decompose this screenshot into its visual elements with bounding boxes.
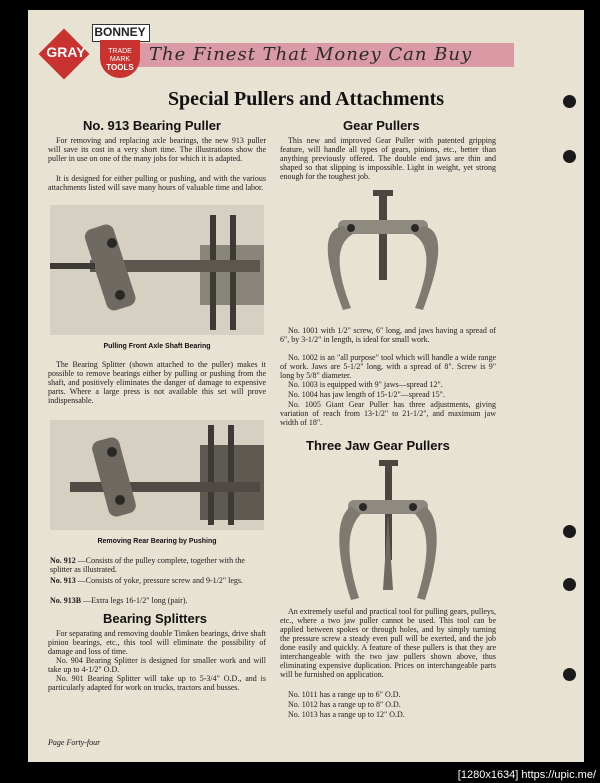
splitter-paragraph: The Bearing Splitter (shown attached to the puller) makes it possible to remove bearings either by pulling or pushing from the shaft, and positively eliminates the danger of damage to expensive parts. Where a large press is not available this set will prove indispensable. [48, 360, 266, 405]
three-jaw-1012: No. 1012 has a range up to 8" O.D. [288, 700, 401, 709]
intro-paragraph: For removing and replacing axle bearings, the new 913 puller will save its cost in a very short time. The illustrations show the puller in use on one of the many jobs for which it is adapted. [48, 136, 266, 163]
gear-intro: This new and improved Gear Puller with patented gripping feature, will handle all types of gears, pinions, etc., better than anything previously offered. The double end jaws are thin and shaped so that slipping is impossible. Light in weight, yet strong enough for the toughest job. [280, 136, 496, 181]
photo-caption-1: Pulling Front Axle Shaft Bearing [103, 343, 211, 350]
watermark: [1280x1634] https://upic.me/ [457, 769, 596, 781]
binder-hole [563, 668, 576, 681]
gear-1004: No. 1004 has jaw length of 15-1/2"—spread 15". [288, 390, 445, 399]
section-heading-913: No. 913 Bearing Puller [83, 118, 221, 133]
gear-1002: No. 1002 is an "all purpose" tool which will handle a wide range of work. Jaws are 5-1/2" long, with a spread of 8". Screw is 9" long by 5/8" diameter. [280, 353, 496, 380]
page-title: Special Pullers and Attachments [167, 88, 445, 110]
splitter-901: No. 901 Bearing Splitter will take up to 5-3/4" O.D., and is particularly adapted for work on trucks, tractors and busses. [48, 674, 266, 692]
puller-photo-2 [50, 420, 264, 530]
gear-1001: No. 1001 with 1/2" screw, 6" long, and jaws having a spread of 6", by 3-1/2" in length, is ideal for small work. [280, 326, 496, 344]
three-jaw-paragraph: An extremely useful and practical tool for pulling gears, pulleys, etc., where a two jaw puller cannot be used. This tool can be applied between spokes or through holes, and by simply turning the pressure screw a steady even pull will be exerted, and the job done easily and quickly. A feature of these pullers is that they are interchangeable with the two jaw pullers shown above, thus eliminating expensive duplication. Prices on interchangeable parts will be furnished on application. [280, 607, 496, 679]
bearing-puller-pulling-illustration [50, 205, 264, 335]
gear-1003: No. 1003 is equipped with 9" jaws—spread 12". [288, 380, 443, 389]
photo-caption-2: Removing Rear Bearing by Pushing [97, 538, 217, 545]
splitters-paragraph: For separating and removing double Timken bearings, drive shaft pinion bearings, etc., this tool will eliminate the possibility of damage and loss of time. [48, 629, 266, 656]
intro-paragraph-2: It is designed for either pulling or pushing, and with the various attachments listed will save many hours of valuable time and labor. [48, 174, 266, 192]
slogan: The Finest That Money Can Buy [149, 44, 473, 65]
two-jaw-gear-puller-illustration [323, 190, 443, 320]
page-number: Page Forty-four [48, 738, 101, 747]
section-heading-gear: Gear Pullers [343, 118, 420, 133]
brand-banner [44, 25, 494, 80]
bearing-puller-pushing-illustration [50, 420, 264, 530]
bonney-logo-text: BONNEY [94, 25, 146, 39]
gear-1005: No. 1005 Giant Gear Puller has three adjustments, giving variation of reach from 13-1/2" to 21-1/2", and maximum jaw width of 18". [280, 400, 496, 427]
three-jaw-1013: No. 1013 has a range up to 12" O.D. [288, 710, 405, 719]
puller-photo-1 [50, 205, 264, 335]
list-item: No. 912 —Consists of the pulley complete, together with the splitter as illustrated. [50, 556, 245, 574]
section-heading-splitters: Bearing Splitters [103, 611, 208, 626]
shield-text: TRADE MARK TOOLS [106, 48, 134, 72]
binder-hole [563, 578, 576, 591]
binder-hole [563, 525, 576, 538]
section-heading-three-jaw: Three Jaw Gear Pullers [306, 438, 450, 453]
splitter-904: No. 904 Bearing Splitter is designed for smaller work and will take up to 4-1/2" O.D. [48, 656, 266, 674]
binder-hole [563, 150, 576, 163]
list-item: No. 913B —Extra legs 16-1/2" long (pair). [50, 596, 188, 605]
catalog-page [28, 10, 584, 762]
list-item: No. 913 —Consists of yoke, pressure screw and 9-1/2" legs. [50, 576, 244, 585]
three-jaw-1011: No. 1011 has a range up to 6" O.D. [288, 690, 401, 699]
three-jaw-gear-puller-illustration [333, 460, 443, 605]
gray-logo-text: GRAY [46, 44, 86, 60]
